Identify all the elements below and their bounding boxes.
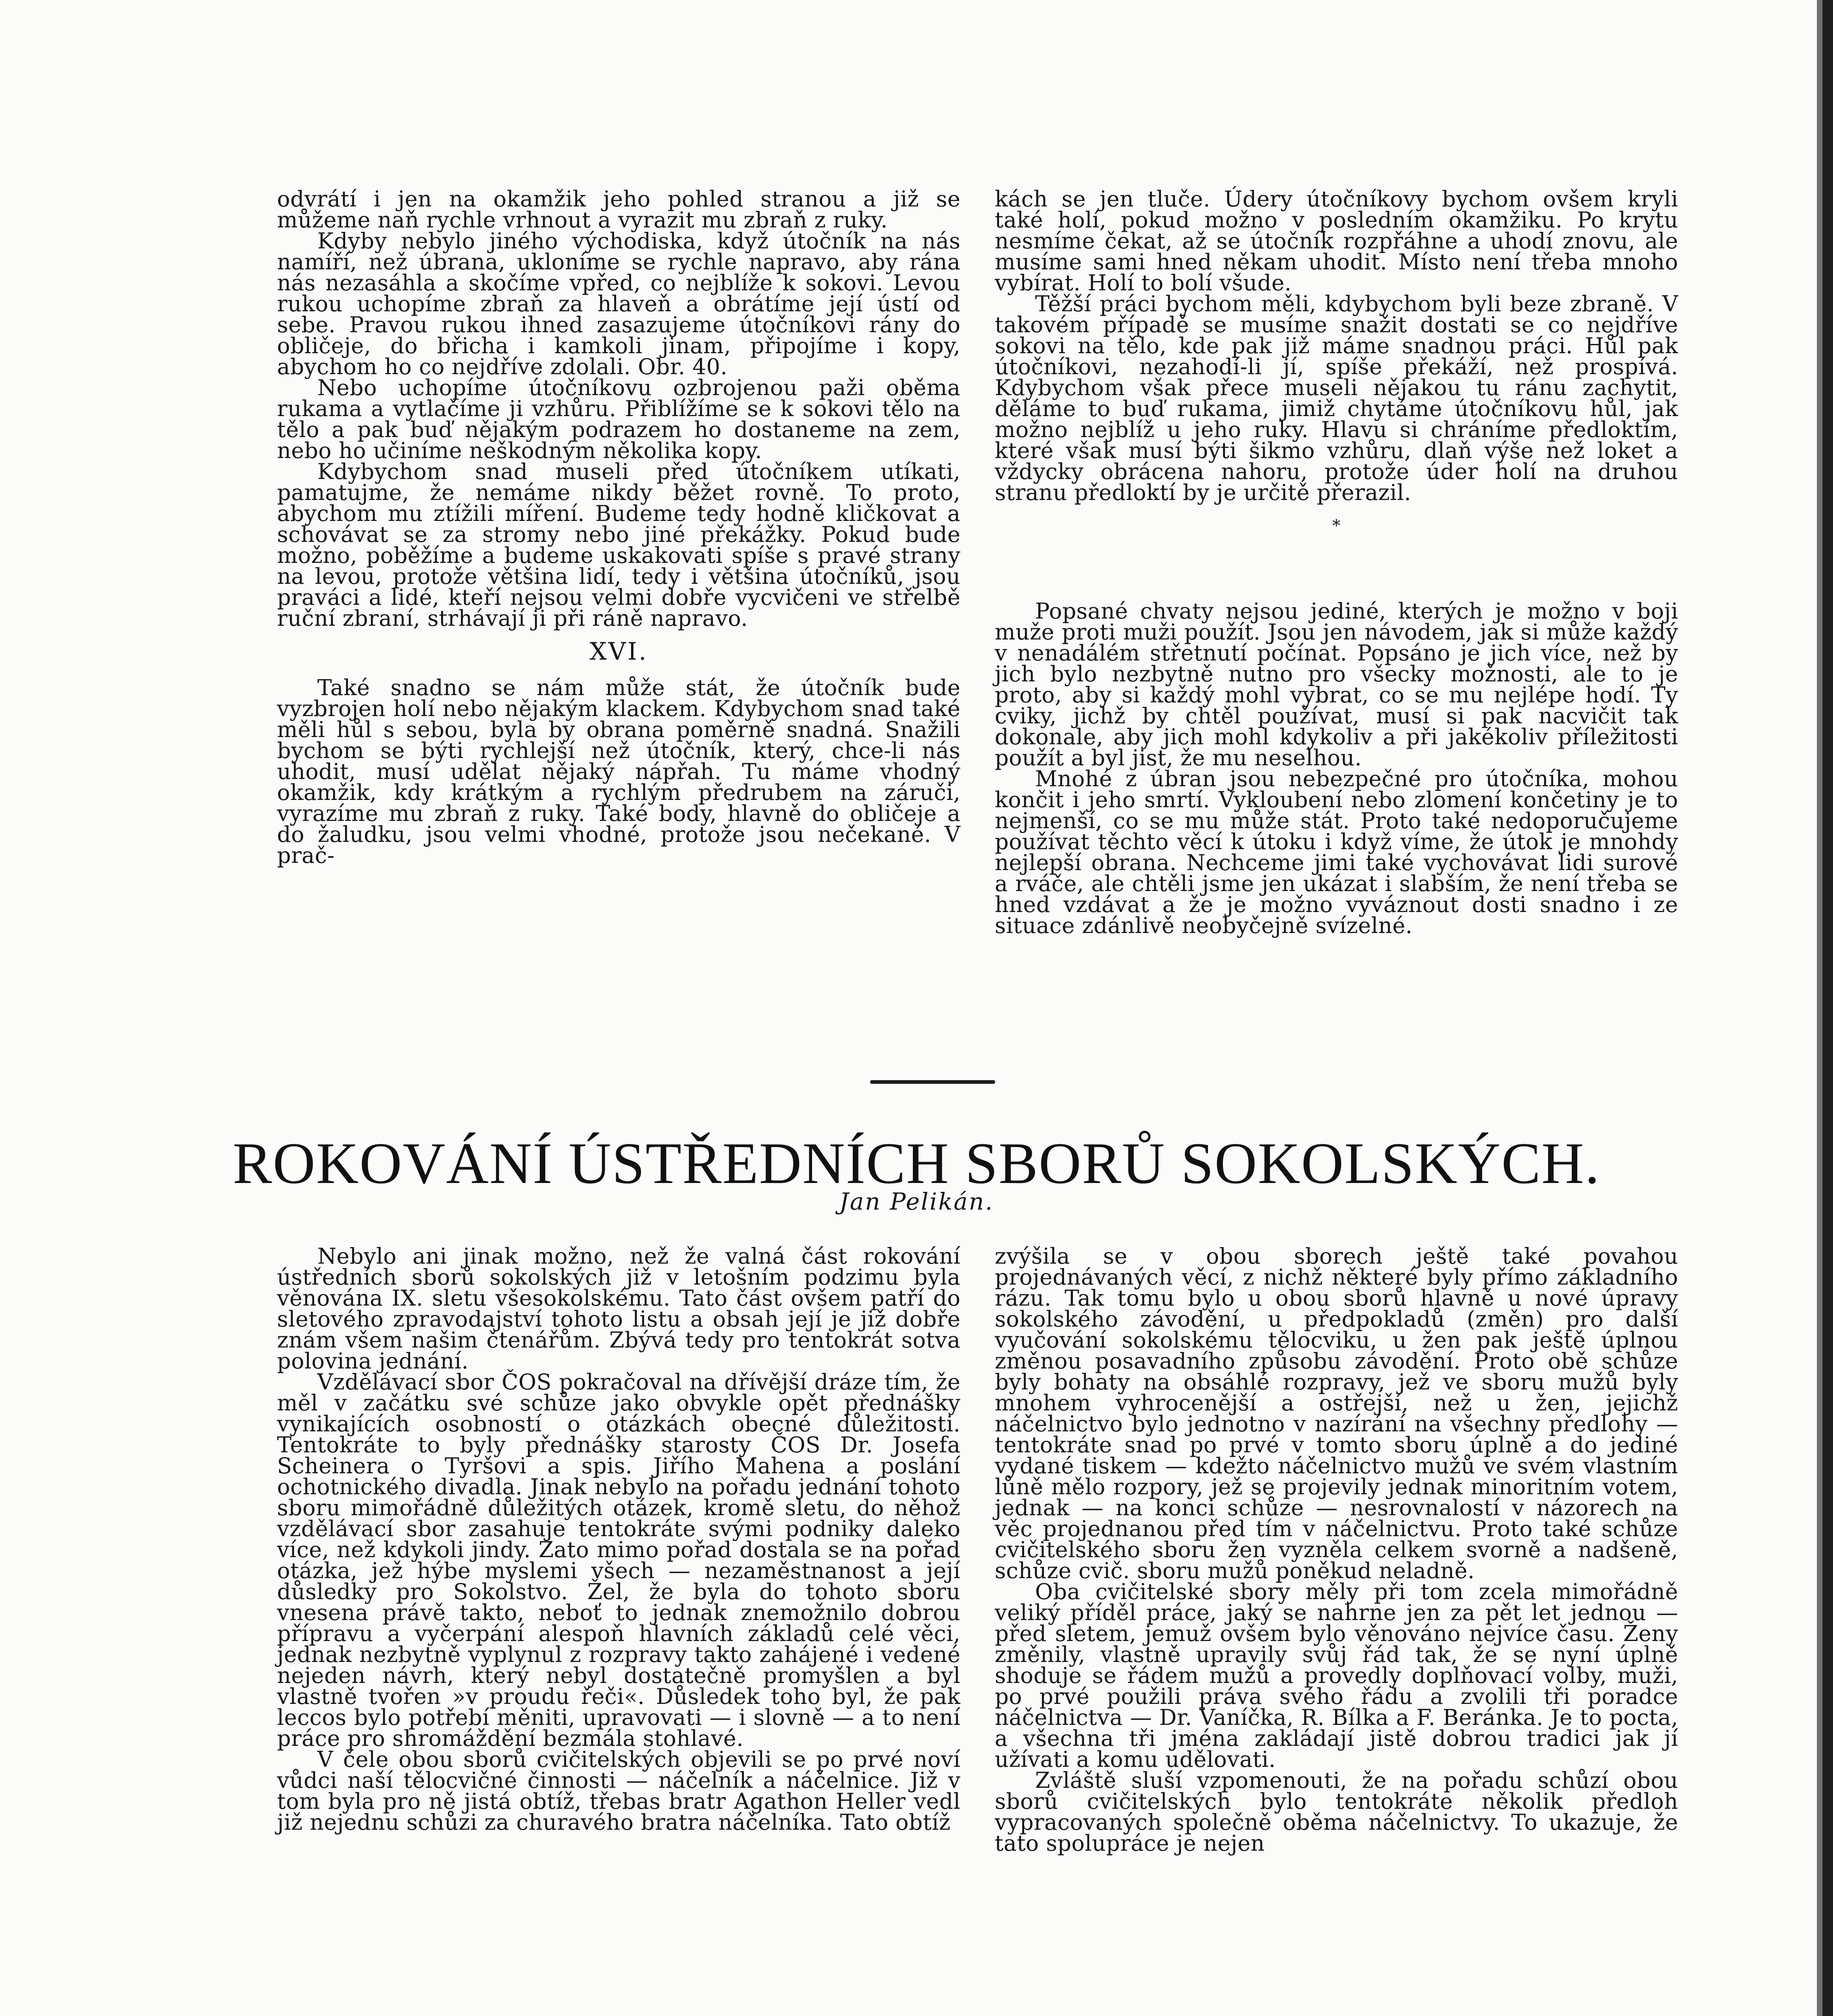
- paragraph: Zvláště sluší vzpomenouti, že na pořadu schůzí obou sborů cvičitelských bylo tentokráte několik předloh vypracovaných společně oběma náčelnictvy. To ukazuje, že tato spolupráce je nejen: [995, 1768, 1678, 1856]
- paragraph: Mnohé z úbran jsou nebezpečné pro útočníka, mohou končit i jeho smrtí. Vykloubení nebo zlomení končetiny je to nejmenší, co se mu může stát. Proto také nedoporučujeme používat těchto věcí k útoku i když víme, že útok je mnohdy nejlepší obrana. Nechceme jimi také vychovávat lidi surové a rváče, ale chtěli jsme jen ukázat i slabším, že není třeba se hned vzdávat a že je možno vyváznout dosti snadno i ze situace zdánlivě neobyčejně svízelné.: [995, 766, 1678, 938]
- section-divider: [870, 1080, 995, 1084]
- paragraph: Vzdělávací sbor ČOS pokračoval na dřívější dráze tím, že měl v začátku své schůze jako obvykle opět přednášky vynikajících osobností o otázkách obecné důležitosti. Tentokráte to byly přednášky starosty ČOS Dr. Josefa Scheinera o Tyršovi a spis. Jiřího Mahena a poslání ochotnického divadla. Jinak nebylo na pořadu jednání tohoto sboru mimořádně důležitých otázek, kromě sletu, do něhož vzdělávací sbor zasahuje tentokráte svými podniky daleko více, než kdykoli jindy. Zato mimo pořad dostala se na pořad otázka, jež hýbe myslemi všech — nezaměstnanost a její důsledky pro Sokolstvo. Žel, že byla do tohoto sboru vnesena právě takto, neboť to jednak znemožnilo dobrou přípravu a vyčerpání alespoň hlavních základů celé věci, jednak nezbytně vyplynul z rozpravy takto zahájené i vedené nejeden návrh, který nebyl dostatečně promyšlen a byl vlastně tvořen »v proudu řeči«. Důsledek toho byl, že pak leccos bylo potřebí měniti, upravovati — i slovně — a to není práce pro shromáždění bezmála stohlavé.: [277, 1369, 960, 1751]
- paragraph: Nebylo ani jinak možno, než že valná část rokování ústředních sborů sokolských již v letošním podzimu byla věnována IX. sletu všesokolskému. Tato část ovšem patří do sletového zpravodajství tohoto listu a obsah její je již dobře znám všem našim čtenářům. Zbývá tedy pro tentokrát sotva polovina jednání.: [277, 1243, 960, 1374]
- article2-right-column: [995, 1243, 1678, 1856]
- paragraph: V čele obou sborů cvičitelských objevili se po prvé noví vůdci naší tělocvičné činnosti — náčelník a náčelnice. Již v tom byla pro ně jistá obtíž, třebas bratr Agathon Heller vedl již nejednu schůzi za churavého bratra náčelníka. Tato obtíž: [277, 1747, 960, 1835]
- article-title: ROKOVÁNÍ ÚSTŘEDNÍCH SBORŮ SOKOLSKÝCH.: [233, 1131, 1600, 1196]
- paragraph: kách se jen tluče. Údery útočníkovy bychom ovšem kryli také holí, pokud možno v posledním okamžiku. Po krytu nesmíme čekat, až se útočník rozpřáhne a uhodí znovu, ale musíme sami hned někam uhodit. Místo není třeba mnoho vybírat. Holí to bolí všude.: [995, 186, 1678, 296]
- paragraph: Kdybychom snad museli před útočníkem utíkati, pamatujme, že nemáme nikdy běžet rovně. To proto, abychom mu ztížili míření. Budeme tedy hodně kličkovat a schovávat se za stromy nebo jiné překážky. Pokud bude možno, poběžíme a budeme uskakovati spíše s pravé strany na levou, protože většina lidí, tedy i většina útočníků, jsou praváci a lidé, kteří nejsou velmi dobře vycvičeni ve střelbě ruční zbraní, strhávají ji při ráně napravo.: [277, 459, 960, 631]
- paragraph: Popsané chvaty nejsou jediné, kterých je možno v boji muže proti muži použít. Jsou jen návodem, jak si může každý v nenadálém střetnutí počínat. Popsáno je jich více, než by jich bylo nezbytně nutno pro všecky možnosti, ale to je proto, aby si každý mohl vybrat, co se mu nejlépe hodí. Ty cviky, jichž by chtěl používat, musí si pak nacvičit tak dokonale, aby jich mohl kdykoliv a při jakékoliv příležitosti použít a byl jist, že mu neselhou.: [995, 598, 1678, 771]
- article-author: Jan Pelikán.: [839, 1188, 994, 1215]
- separator-asterisk: *: [1332, 516, 1341, 535]
- paragraph: zvýšila se v obou sborech ještě také povahou projednávaných věcí, z nichž některé byly přímo základního rázu. Tak tomu bylo u obou sborů hlavně u nové úpravy sokolského závodění, u předpokladů (změn) pro další vyučování sokolskému tělocviku, u žen pak ještě úplnou změnou posavadního způsobu závodění. Proto obě schůze byly bohaty na obsáhlé rozpravy, jež ve sboru mužů byly mnohem vyhrocenější a ostřejší, než u žen, jejichž náčelnictvo bylo jednotno v nazírání na všechny předlohy — tentokráte snad po prvé v tomto sboru úplně a do jediné vydané tiskem — kdežto náčelnictvo mužů ve svém vlastním lůně mělo rozpory, jež se projevily jednak minoritním votem, jednak — na konci schůze — nesrovnalostí v názorech na věc projednanou před tím v náčelnictvu. Proto také schůze cvičitelského sboru žen vyzněla celkem svorně a nadšeně, schůze cvič. sboru mužů poněkud neladně.: [995, 1243, 1678, 1583]
- scan-edge-right: [1823, 0, 1833, 2016]
- paragraph: Kdyby nebylo jiného východiska, když útočník na nás namíří, než úbrana, ukloníme se rychle napravo, aby rána nás nezasáhla a skočíme vpřed, co nejblíže k sokovi. Levou rukou uchopíme zbraň za hlaveň a obrátíme její ústí od sebe. Pravou rukou ihned zasazujeme útočníkovi rány do obličeje, do břicha i kamkoli jinam, připojíme i kopy, abychom ho co nejdříve zdolali. Obr. 40.: [277, 228, 960, 379]
- paragraph: odvrátí i jen na okamžik jeho pohled stranou a již se můžeme naň rychle vrhnout a vyrazit mu zbraň z ruky.: [277, 186, 960, 233]
- article1-left-column: [277, 186, 960, 868]
- paragraph: Oba cvičitelské sbory měly při tom zcela mimořádně veliký příděl práce, jaký se nahrne jen za pět let jednou — před sletem, jemuž ovšem bylo věnováno nejvíce času. Ženy změnily, vlastně upravily svůj řád tak, že se nyní úplně shoduje se řádem mužů a provedly doplňovací volby, muži, po prvé použili práva svého řádu a zvolili tři poradce náčelnictva — Dr. Vaníčka, R. Bílka a F. Beránka. Je to pocta, a všechna tři jména zakládají jistě dobrou tradici jak jí užívati a komu udělovati.: [995, 1579, 1678, 1772]
- scan-edge-shadow: [1817, 0, 1823, 2016]
- section-heading: XVI.: [589, 637, 648, 666]
- article2-left-column: [277, 1243, 960, 1835]
- paragraph: Nebo uchopíme útočníkovu ozbrojenou paži oběma rukama a vytlačíme ji vzhůru. Přiblížíme se k sokovi tělo na tělo a pak buď nějakým podrazem ho dostaneme na zem, nebo ho učiníme neškodným několika kopy.: [277, 375, 960, 463]
- paragraph: Také snadno se nám může stát, že útočník bude vyzbrojen holí nebo nějakým klackem. Kdybychom snad také měli hůl s sebou, byla by obrana poměrně snadná. Snažili bychom se býti rychlejší než útočník, který, chce-li nás uhodit, musí udělat nějaký nápřah. Tu máme vhodný okamžik, kdy krátkým a rychlým předrubem na záruči, vyrazíme mu zbraň z ruky. Také body, hlavně do obličeje a do žaludku, jsou velmi vhodné, protože jsou nečekané. V prač-: [277, 675, 960, 868]
- article1-right-column: [995, 186, 1678, 938]
- paragraph: Těžší práci bychom měli, kdybychom byli beze zbraně. V takovém případě se musíme snažit dostati se co nejdříve sokovi na tělo, kde pak již máme snadnou práci. Hůl pak útočníkovi, nezahodí-li jí, spíše překáží, než prospívá. Kdybychom však přece museli nějakou tu ránu zachytit, děláme to buď rukama, jimiž chytáme útočníkovu hůl, jak možno nejblíž u jeho ruky. Hlavu si chráníme předloktím, které však musí býti šikmo vzhůru, dlaň výše než loket a vždycky obrácena nahoru, protože úder holí na druhou stranu předloktí by je určitě přerazil.: [995, 291, 1678, 505]
